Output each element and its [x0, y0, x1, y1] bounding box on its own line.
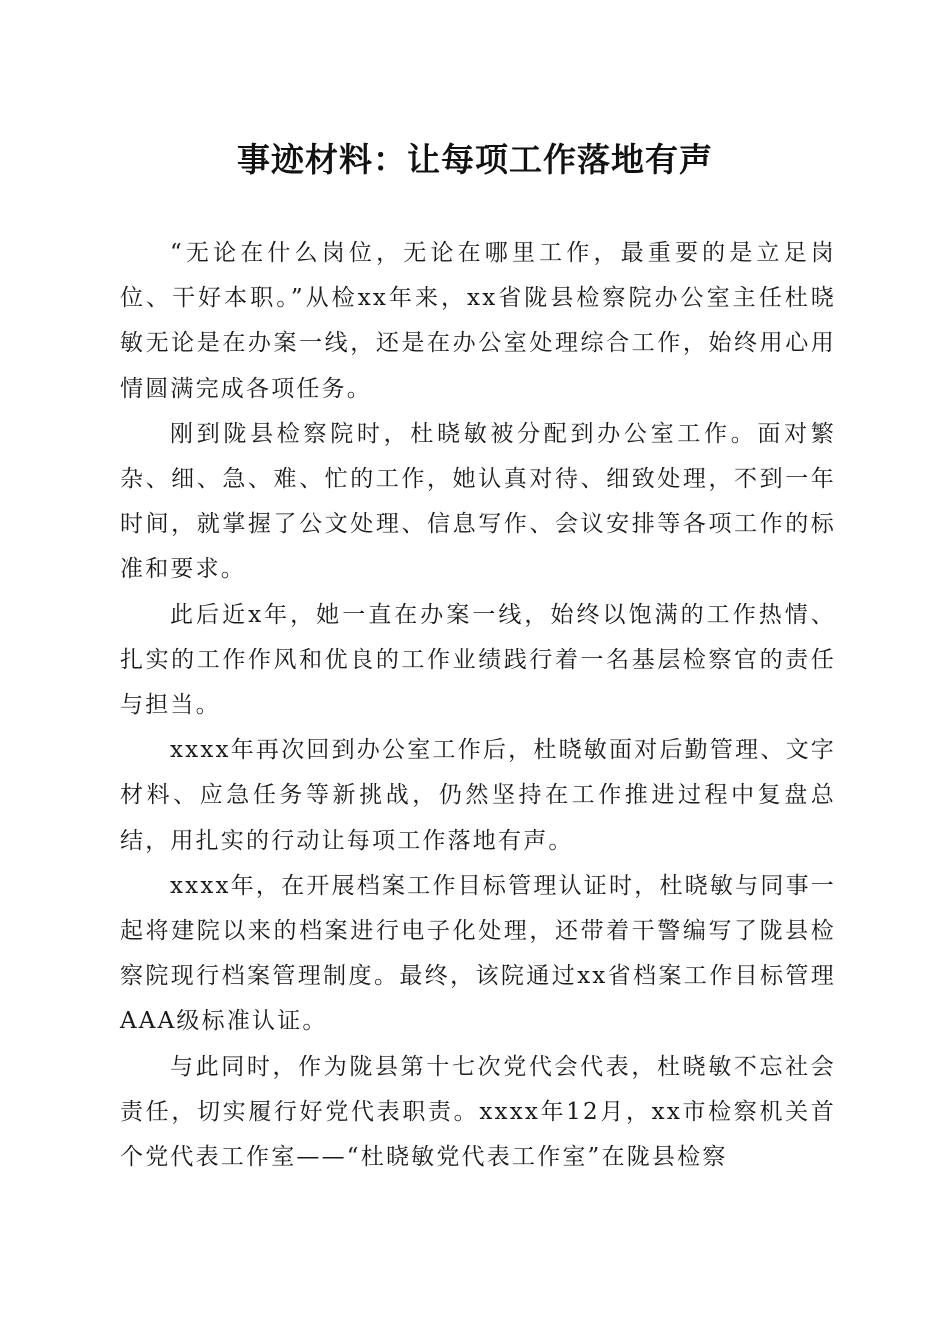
paragraph-4: xxxx年再次回到办公室工作后，杜晓敏面对后勤管理、文字材料、应急任务等新挑战，仍然坚持在工作推进过程中复盘总结，用扎实的行动让每项工作落地有声。	[120, 737, 836, 854]
paragraph-2: 刚到陇县检察院时，杜晓敏被分配到办公室工作。面对繁杂、细、急、难、忙的工作，她认真对待、细致处理，不到一年时间，就掌握了公文处理、信息写作、会议安排等各项工作的标准和要求。	[120, 420, 836, 583]
paragraph-6: 与此同时，作为陇县第十七次党代会代表，杜晓敏不忘社会责任，切实履行好党代表职责。xxxx年12月，xx市检察机关首个党代表工作室——“杜晓敏党代表工作室”在陇县检察	[120, 1053, 836, 1171]
paragraph-1: “无论在什么岗位，无论在哪里工作，最重要的是立足岗位、干好本职。”从检xx年来，xx省陇县检察院办公室主任杜晓敏无论是在办案一线，还是在办公室处理综合工作，始终用心用情圆满完成各项任务。	[120, 240, 836, 402]
document-title: 事迹材料：让每项工作落地有声	[237, 140, 713, 179]
paragraph-3: 此后近x年，她一直在办案一线，始终以饱满的工作热情、扎实的工作作风和优良的工作业绩践行着一名基层检察官的责任与担当。	[120, 601, 836, 719]
document-body	[120, 231, 836, 1180]
paragraph-5: xxxx年，在开展档案工作目标管理认证时，杜晓敏与同事一起将建院以来的档案进行电子化处理，还带着干警编写了陇县检察院现行档案管理制度。最终，该院通过xx省档案工作目标管理AAA级标准认证。	[120, 872, 836, 1035]
